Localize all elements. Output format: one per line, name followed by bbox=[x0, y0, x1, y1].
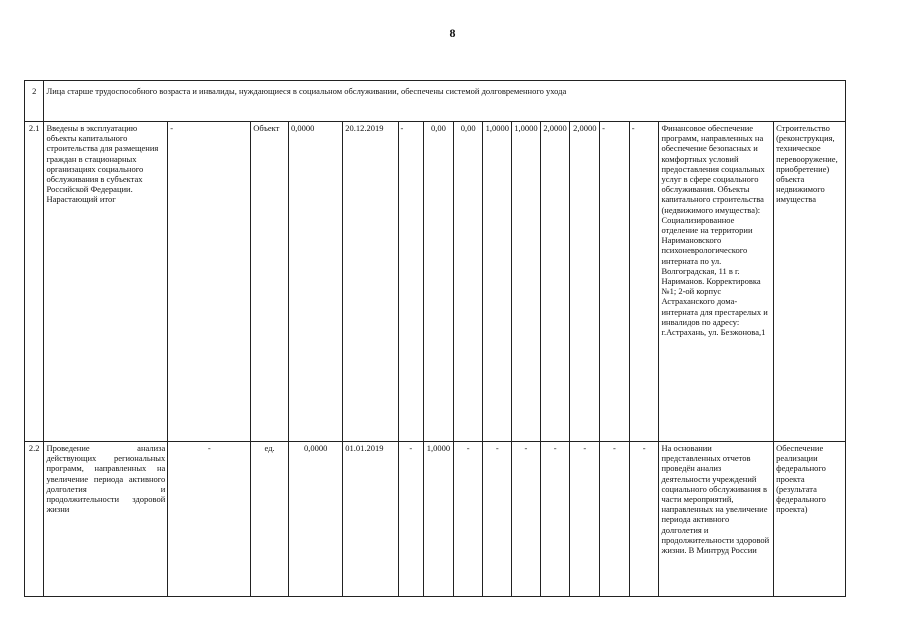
description: Финансовое обеспечение программ, направленных на обеспечение безопасных и комфортных условий предоставления социальных услуг в сфере социального обслуживания. Объекты капитального строительства (недвижимого имущества): Социализированное отделение на территории Наримановского психоневрологического интерната по ул. Волгоградская, 11 в г. Нариманов. Корректировка №1; 2-ой корпус Астраханского дома-интерната для престарелых и инвалидов по адресу: г.Астрахань, ул. Безжонова,1 bbox=[659, 122, 774, 442]
unit: Объект bbox=[251, 122, 289, 442]
period-value: - bbox=[398, 122, 424, 442]
period-value: - bbox=[570, 442, 600, 597]
section-number: 2 bbox=[25, 81, 44, 122]
indicator-name: Проведение анализа действующих региональных программ, направленных на увеличение периода активного долголетия и продолжительности здоровой жизни bbox=[44, 442, 168, 597]
period-value: - bbox=[600, 442, 630, 597]
period-value: - bbox=[629, 122, 659, 442]
section-title: Лица старше трудоспособного возраста и инвалиды, нуждающиеся в социальном обслуживании, обеспечены системой долговременного ухода bbox=[44, 81, 846, 122]
base-date: 01.01.2019 bbox=[343, 442, 398, 597]
row-number: 2.2 bbox=[25, 442, 44, 597]
description: На основании представленных отчетов проведён анализ деятельности учреждений социального обслуживания в части мероприятий, направленных на увеличение периода активного долголетия и продолжительности здоровой жизни. В Минтруд России bbox=[659, 442, 774, 597]
section-row bbox=[25, 81, 846, 122]
row-number: 2.1 bbox=[25, 122, 44, 442]
table-row bbox=[25, 122, 846, 442]
result-type: Обеспечение реализации федерального проекта (результата федерального проекта) bbox=[774, 442, 846, 597]
period-value: - bbox=[600, 122, 630, 442]
base-value: 0,0000 bbox=[289, 122, 343, 442]
indicator-type: - bbox=[168, 122, 251, 442]
period-value: - bbox=[629, 442, 659, 597]
period-value: - bbox=[453, 442, 483, 597]
period-value: - bbox=[398, 442, 424, 597]
period-value: 2,0000 bbox=[570, 122, 600, 442]
base-date: 20.12.2019 bbox=[343, 122, 398, 442]
result-type: Строительство (реконструкция, техническое перевооружение, приобретение) объекта недвижимого имущества bbox=[774, 122, 846, 442]
project-results-table bbox=[24, 80, 846, 597]
table-row bbox=[25, 442, 846, 597]
period-value: 1,0000 bbox=[512, 122, 541, 442]
period-value: 0,00 bbox=[424, 122, 454, 442]
period-value: 1,0000 bbox=[483, 122, 512, 442]
indicator-type: - bbox=[168, 442, 251, 597]
period-value: 0,00 bbox=[453, 122, 483, 442]
period-value: 1,0000 bbox=[424, 442, 454, 597]
base-value: 0,0000 bbox=[289, 442, 343, 597]
period-value: 2,0000 bbox=[540, 122, 570, 442]
indicator-name: Введены в эксплуатацию объекты капитального строительства для размещения граждан в стационарных организациях социального обслуживания в субъектах Российской Федерации. Нарастающий итог bbox=[44, 122, 168, 442]
unit: ед. bbox=[251, 442, 289, 597]
period-value: - bbox=[483, 442, 512, 597]
period-value: - bbox=[540, 442, 570, 597]
page-number: 8 bbox=[449, 26, 456, 40]
period-value: - bbox=[512, 442, 541, 597]
